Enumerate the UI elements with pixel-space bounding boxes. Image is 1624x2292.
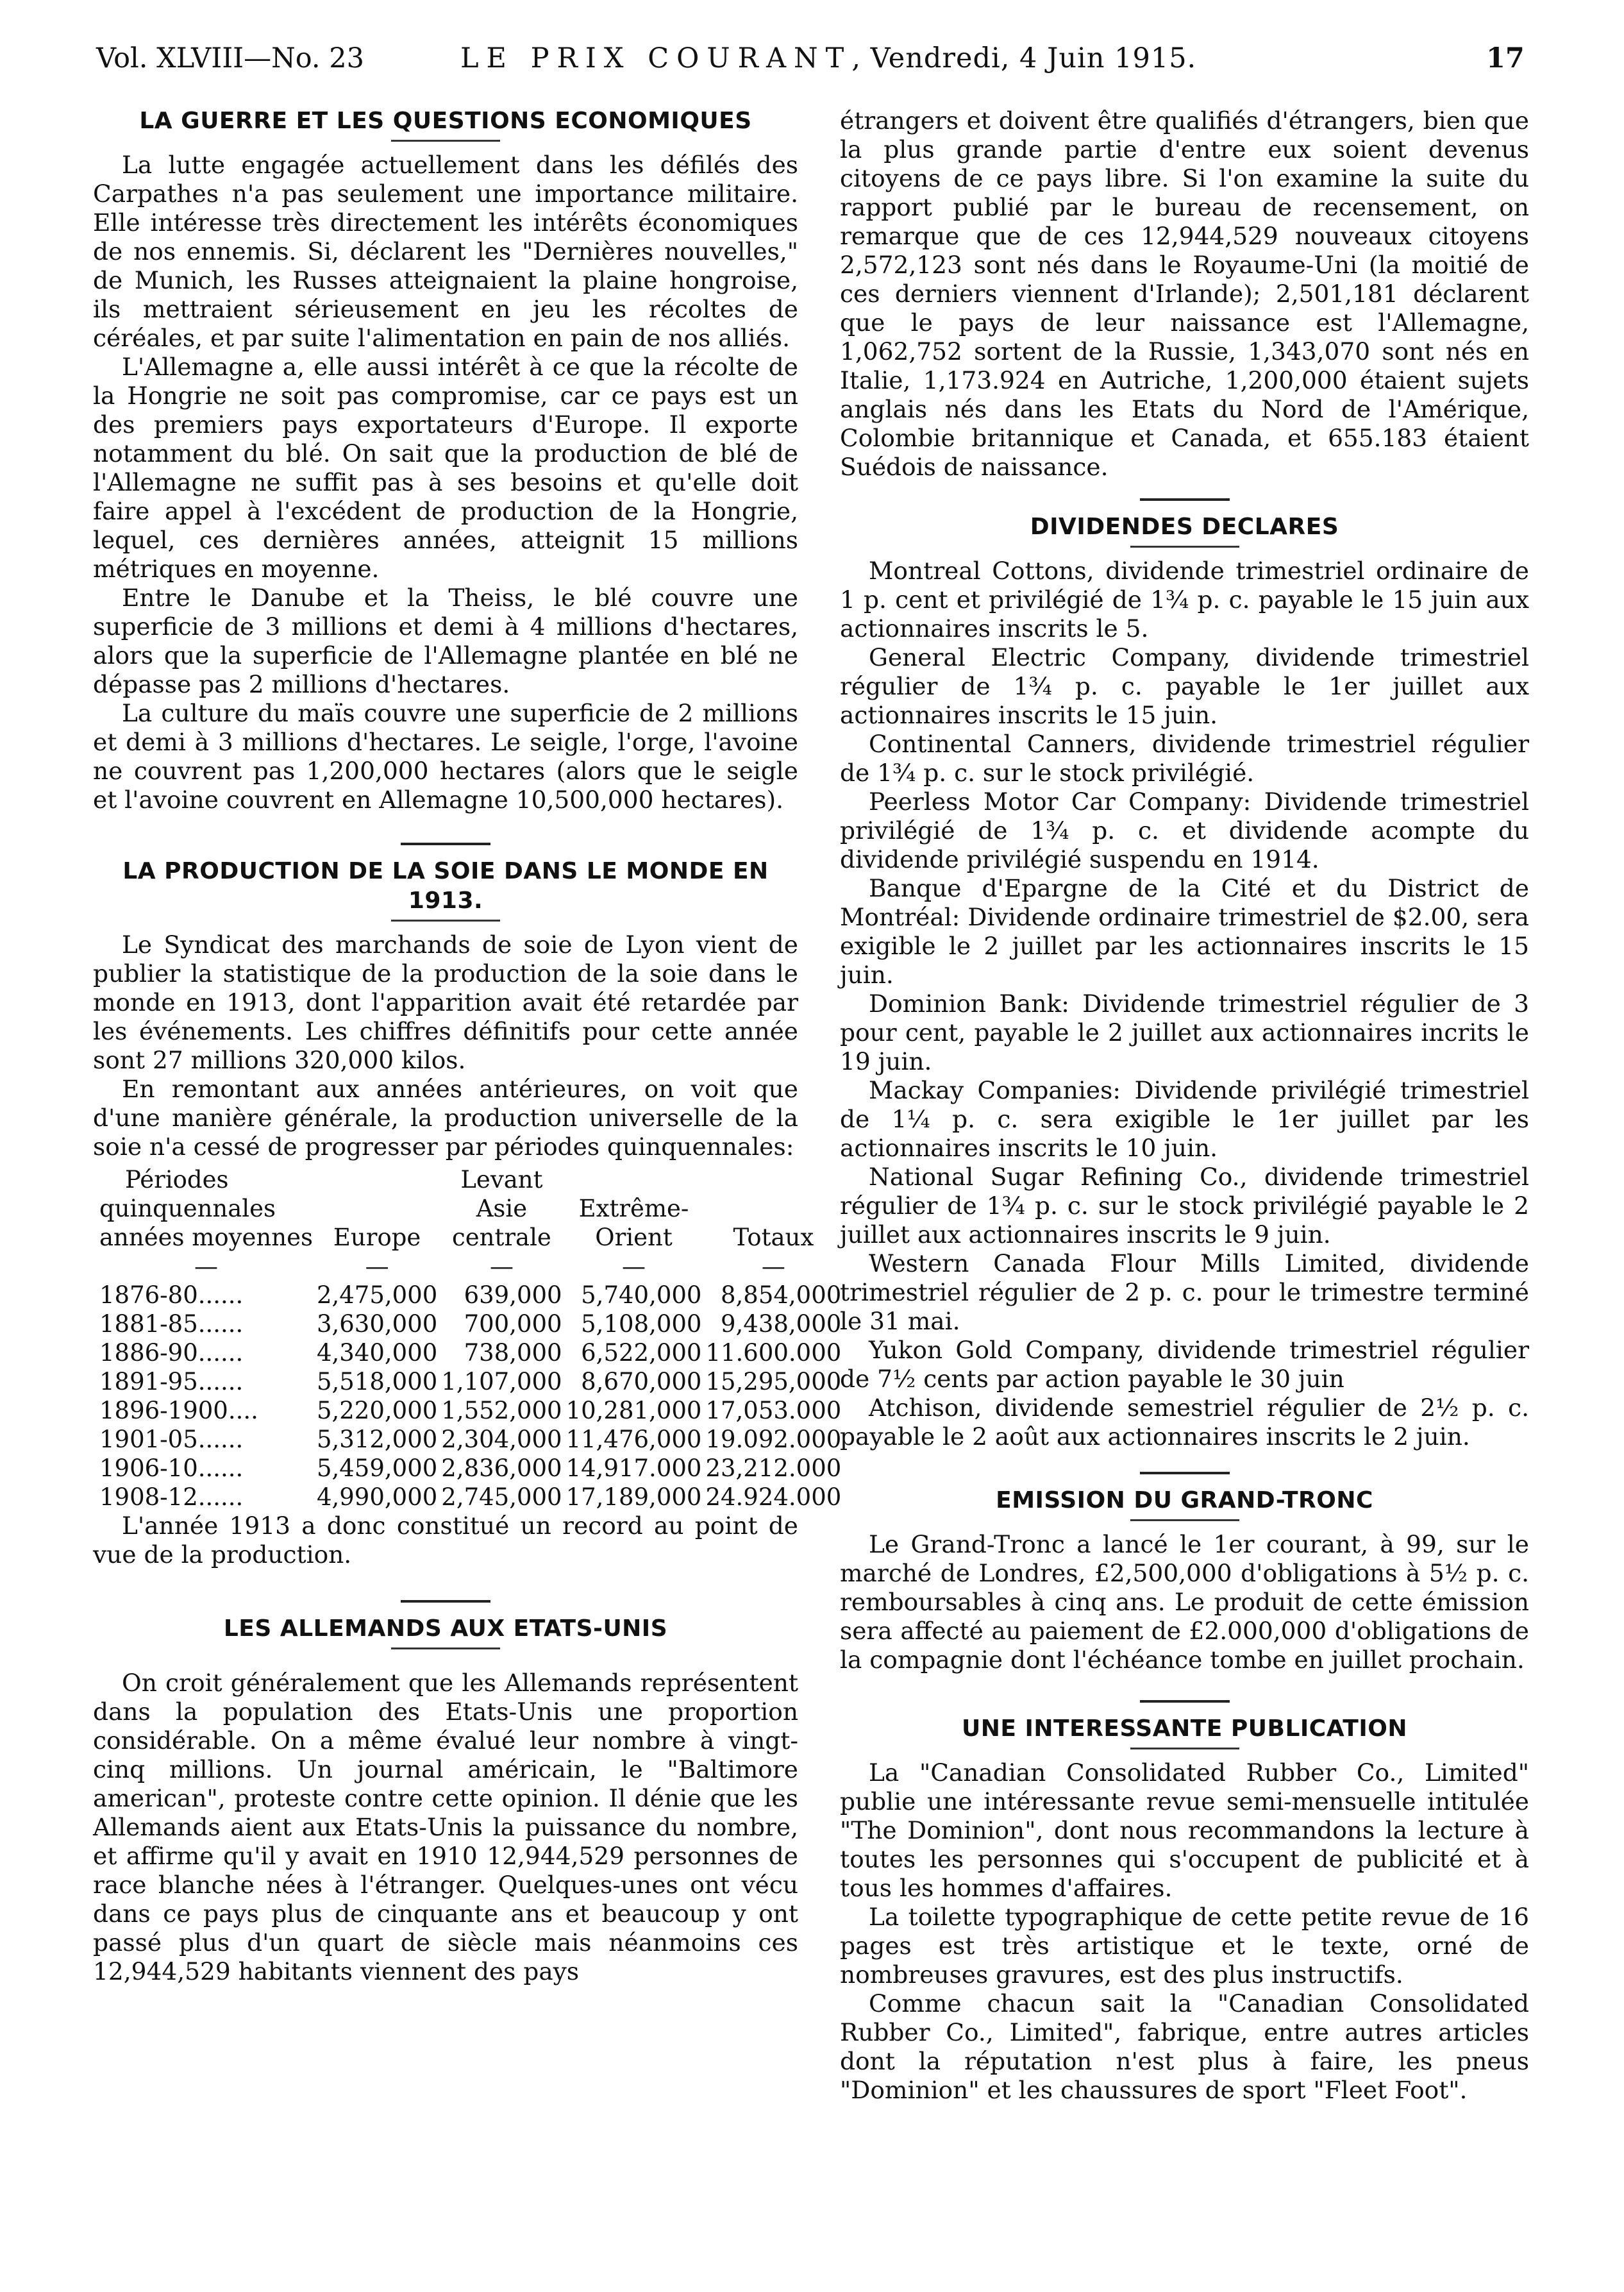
total-cell: 8,854,000 [721,1281,842,1309]
article-title: EMISSION DU GRAND-TRONC [996,1487,1373,1513]
period-cell: 1896-1900.... [99,1397,258,1424]
paragraph: étrangers et doivent être qualifiés d'étrangers, bien que la plus grande partie d'entre eux soient devenus citoyens de ce pays libre. Si l'on examine la suite du rapport publié par le bureau de recensement, on remarque que de ces 12,944,529 nouveaux citoyens 2,572,123 sont nés dans le Royaume-Uni (la moitié de ces derniers viennent d'Irlande); 2,501,181 déclarent que le pays de leur naissance est l'Allemagne, 1,062,752 sortent de la Russie, 1,343,070 sont nés en Italie, 1,173.924 en Autriche, 1,200,000 étaient sujets anglais nés dans les Etats du Nord de l'Amérique, Colombie britannique et Canada, et 655.183 étaient Suédois de naissance. [840,106,1529,481]
table-row [99,1396,845,1425]
dividend-item: Dominion Bank: Dividende trimestriel régulier de 3 pour cent, payable le 2 juillet aux actionnaires incrits le 19 juin. [840,990,1529,1075]
orient-cell: 5,108,000 [581,1310,702,1338]
orient-cell: 8,670,000 [581,1368,702,1395]
europe-cell: 3,630,000 [316,1310,438,1338]
orient-cell: 6,522,000 [581,1339,702,1367]
table-header: quinquennales [99,1195,276,1222]
section-divider [401,1600,490,1603]
paragraph: La toilette typographique de cette petite revue de 16 pages est très artistique et le texte, orné de nombreuses gravures, est des plus instructifs. [840,1903,1529,1989]
section-divider [1140,1472,1230,1474]
table-row [99,1367,845,1396]
total-cell: 11.600.000 [705,1339,842,1367]
section-divider [1140,1700,1230,1703]
total-cell: 9,438,000 [721,1310,842,1338]
title-divider [391,920,500,922]
europe-cell: 5,220,000 [316,1397,438,1424]
table-row [99,1483,845,1512]
europe-cell: 5,459,000 [316,1454,438,1482]
paragraph: La lutte engagée actuellement dans les défilés des Carpathes n'a pas seulement une importance militaire. Elle intéresse très directement les intérêts économiques de nos ennemis. Si, déclarent les "Dernières nouvelles," de Munich, les Russes atteignaient la plaine hongroise, ils mettraient sérieusement en jeu les récoltes de céréales, et par suite l'alimentation en pain de nos alliés. [93,151,798,352]
asie-cell: 738,000 [464,1339,562,1367]
table-dash: — [489,1252,514,1280]
title-divider [391,140,500,142]
europe-cell: 4,340,000 [316,1339,438,1367]
table-row [99,1310,845,1338]
silk-production-table [99,1165,845,1512]
table-dash: — [622,1252,646,1280]
period-cell: 1886-90...... [99,1339,244,1367]
orient-cell: 17,189,000 [565,1483,702,1511]
table-header: Levant [460,1166,543,1193]
table-header: années moyennes [99,1224,313,1251]
table-header: Asie [476,1195,528,1222]
table-row [99,1425,845,1454]
paragraph: L'Allemagne a, elle aussi intérêt à ce que la récolte de la Hongrie ne soit pas compromise, car ce pays est un des premiers pays exportateurs d'Europe. Il exporte notamment du blé. On sait que la production de blé de l'Allemagne ne suffit pas à ses besoins et qu'elle doit faire appel à l'excédent de production de la Hongrie, lequel, ces dernières années, atteignit 15 millions métriques en moyenne. [93,353,798,583]
orient-cell: 10,281,000 [565,1397,702,1424]
table-header: Europe [333,1224,421,1251]
table-row [99,1281,845,1310]
dividend-item: National Sugar Refining Co., dividende trimestriel régulier de 1¾ p. c. sur le stock privilégié payable le 2 juillet aux actionnaires inscrits le 9 juin. [840,1163,1529,1249]
paragraph: Entre le Danube et la Theiss, le blé couvre une superficie de 3 millions et demi à 4 millions d'hectares, alors que la superficie de l'Allemagne plantée en blé ne dépasse pas 2 millions d'hectares. [93,584,798,698]
masthead [460,42,1196,81]
right-column [840,106,1529,2105]
asie-cell: 1,552,000 [441,1397,562,1424]
title-divider [1130,546,1239,548]
asie-cell: 2,745,000 [441,1483,562,1511]
paragraph: On croit généralement que les Allemands représentent dans la population des Etats-Unis une proportion considérable. On a même évalué leur nombre à vingt-cinq millions. Un journal américain, le "Baltimore american", proteste contre cette opinion. Il dénie que les Allemands aient aux Etats-Unis la puissance du nombre, et affirme qu'il y avait en 1910 12,944,529 personnes de race blanche nées à l'étranger. Quelques-unes ont vécu dans ce pays plus de cinquante ans et beaucoup y ont passé plus d'un quart de siècle mais néanmoins ces 12,944,529 habitants viennent des pays [93,1669,798,1985]
table-dash: — [194,1252,218,1280]
europe-cell: 5,518,000 [316,1368,438,1395]
table-header: Totaux [733,1224,814,1251]
paragraph: La "Canadian Consolidated Rubber Co., Limited" publie une intéressante revue semi-mensuelle intitulée "The Dominion", dont nous recommandons la lecture à toutes les personnes qui s'occupent de publicité et à tous les hommes d'affaires. [840,1758,1529,1902]
article-title: UNE INTERESSANTE PUBLICATION [962,1715,1407,1742]
orient-cell: 11,476,000 [565,1426,702,1453]
europe-cell: 2,475,000 [316,1281,438,1309]
paragraph: Comme chacun sait la "Canadian Consolidated Rubber Co., Limited", fabrique, entre autres articles dont la réputation n'est plus à faire, les pneus "Dominion" et les chaussures de sport "Fleet Foot". [840,1989,1529,2104]
dividend-item: Yukon Gold Company, dividende trimestriel régulier de 7½ cents par action payable le 30 juin [840,1336,1529,1393]
paragraph: L'année 1913 a donc constitué un record au point de vue de la production. [93,1512,798,1569]
paragraph: Le Syndicat des marchands de soie de Lyon vient de publier la statistique de la production de la soie dans le monde en 1913, dont l'apparition avait été retardée par les événements. Les chiffres définitifs pour cette année sont 27 millions 320,000 kilos. [93,931,798,1074]
table-row [99,1338,845,1367]
asie-cell: 700,000 [464,1310,562,1338]
asie-cell: 2,836,000 [441,1454,562,1482]
period-cell: 1891-95...... [99,1368,244,1395]
left-column [93,106,842,1986]
asie-cell: 1,107,000 [441,1368,562,1395]
asie-cell: 639,000 [464,1281,562,1309]
page-number: 17 [1486,42,1525,74]
title-divider [1130,1748,1239,1749]
period-cell: 1881-85...... [99,1310,244,1338]
total-cell: 15,295,000 [705,1368,842,1395]
table-row [99,1454,845,1483]
paragraph: La culture du maïs couvre une superficie de 2 millions et demi à 3 millions d'hectares. Le seigle, l'orge, l'avoine ne couvrent pas 1,200,000 hectares (alors que le seigle et l'avoine couvrent en Allemagne 10,500,000 hectares). [93,699,798,814]
period-cell: 1901-05...... [99,1426,244,1453]
dividend-item: Atchison, dividende semestriel régulier de 2½ p. c. payable le 2 août aux actionnaires inscrits le 2 juin. [840,1394,1529,1451]
dividend-item: Banque d'Epargne de la Cité et du District de Montréal: Dividende ordinaire trimestriel de $2.00, sera exigible le 2 juillet par les actionnaires inscrits le 15 juin. [840,874,1529,989]
paragraph: En remontant aux années antérieures, on voit que d'une manière générale, la production universelle de la soie n'a cessé de progresser par périodes quinquennales: [93,1075,798,1161]
section-divider [1140,498,1230,501]
article-title: DIVIDENDES DECLARES [1030,514,1339,540]
table-dash: — [761,1252,785,1280]
total-cell: 17,053.000 [705,1397,842,1424]
volume-number: Vol. XLVIII—No. 23 [96,42,364,74]
dividend-item: Western Canada Flour Mills Limited, dividende trimestriel régulier de 2 p. c. pour le trimestre terminé le 31 mai. [840,1249,1529,1335]
total-cell: 19.092.000 [705,1426,842,1453]
article-title: LES ALLEMANDS AUX ETATS-UNIS [223,1615,668,1642]
orient-cell: 5,740,000 [581,1281,702,1309]
asie-cell: 2,304,000 [441,1426,562,1453]
europe-cell: 4,990,000 [316,1483,438,1511]
issue-date: , Vendredi, 4 Juin 1915. [851,42,1197,74]
title-divider [1130,1519,1239,1521]
table-header: Orient [595,1224,673,1251]
period-cell: 1876-80...... [99,1281,244,1309]
dividend-item: Peerless Motor Car Company: Dividende trimestriel privilégié de 1¾ p. c. et dividende acompte du dividende privilégié suspendu en 1914. [840,788,1529,873]
dividend-item: General Electric Company, dividende trimestriel régulier de 1¾ p. c. payable le 1er juillet aux actionnaires inscrits le 15 juin. [840,643,1529,729]
paragraph: Le Grand-Tronc a lancé le 1er courant, à 99, sur le marché de Londres, £2,500,000 d'obligations à 5½ p. c. remboursables à cinq ans. Le produit de cette émission sera affecté au paiement de £2.000,000 d'obligations de la compagnie dont l'échéance tombe en juillet prochain. [840,1530,1529,1674]
table-header: centrale [452,1224,551,1251]
article-title: LA GUERRE ET LES QUESTIONS ECONOMIQUES [139,108,752,134]
europe-cell: 5,312,000 [316,1426,438,1453]
publication-title: LE PRIX COURANT [460,42,852,74]
article-title: LA PRODUCTION DE LA SOIE DANS LE MONDE EN 1913. [122,858,769,914]
period-cell: 1908-12...... [99,1483,244,1511]
total-cell: 24.924.000 [705,1483,842,1511]
dividend-item: Montreal Cottons, dividende trimestriel ordinaire de 1 p. cent et privilégié de 1¾ p. c. payable le 15 juin aux actionnaires inscrits le 5. [840,557,1529,643]
table-dash: — [365,1252,389,1280]
dividend-item: Continental Canners, dividende trimestriel régulier de 1¾ p. c. sur le stock privilégié. [840,730,1529,787]
total-cell: 23,212.000 [705,1454,842,1482]
orient-cell: 14,917.000 [565,1454,702,1482]
dividend-item: Mackay Companies: Dividende privilégié trimestriel de 1¼ p. c. sera exigible le 1er juillet par les actionnaires inscrits le 10 juin. [840,1076,1529,1162]
period-cell: 1906-10...... [99,1454,244,1482]
table-header: Extrême- [578,1195,689,1222]
title-divider [391,1647,500,1649]
table-header: Périodes [125,1166,229,1193]
section-divider [401,843,490,845]
